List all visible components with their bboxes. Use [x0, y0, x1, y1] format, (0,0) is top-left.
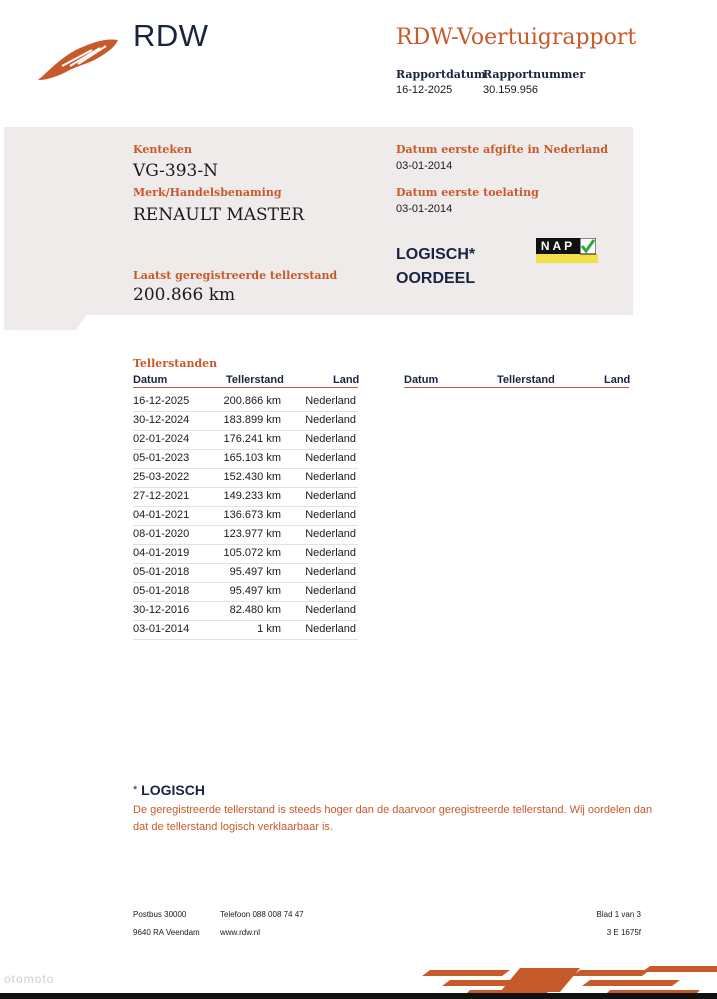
row-country: Nederland	[305, 509, 356, 521]
row-country: Nederland	[305, 395, 356, 407]
row-date: 27-12-2021	[133, 490, 190, 502]
report-title: RDW-Voertuigrapport	[396, 25, 637, 50]
table-row	[133, 620, 358, 640]
row-date: 04-01-2021	[133, 509, 190, 521]
table-row	[133, 449, 358, 469]
nap-badge-text: NAP	[536, 238, 580, 254]
row-country: Nederland	[305, 471, 356, 483]
row-country: Nederland	[305, 623, 356, 635]
verdict-line-2: OORDEEL	[396, 270, 476, 287]
row-odometer: 183.899 km	[223, 414, 281, 426]
row-odometer: 176.241 km	[223, 433, 281, 445]
brand-name: RDW	[133, 18, 209, 53]
report-number: 30.159.956	[483, 84, 539, 96]
report-number-label: Rapportnummer	[483, 68, 586, 81]
footer-postal: 9640 RA Veendam	[133, 928, 200, 937]
row-odometer: 200.866 km	[223, 395, 281, 407]
footnote-text: De geregistreerde tellerstand is steeds hoger dan de daarvoor geregistreerde tellerstand. Wij oordelen dan dat de tellerstand logisch verklaarbaar is.	[133, 804, 653, 833]
col-header-odometer-2: Tellerstand	[497, 374, 555, 386]
watermark: otomoto	[4, 972, 55, 986]
row-odometer: 165.103 km	[223, 452, 281, 464]
header-rule-2	[404, 387, 629, 388]
row-date: 05-01-2023	[133, 452, 190, 464]
table-row	[133, 563, 358, 583]
row-odometer: 123.977 km	[223, 528, 281, 540]
first-issue-nl-label: Datum eerste afgifte in Nederland	[396, 143, 609, 156]
footnote-title-text: LOGISCH	[141, 782, 205, 798]
row-odometer: 136.673 km	[223, 509, 281, 521]
row-country: Nederland	[305, 490, 356, 502]
footer-po-box: Postbus 30000	[133, 910, 187, 919]
row-odometer: 95.497 km	[229, 566, 281, 578]
table-row	[133, 601, 358, 621]
table-row	[133, 468, 358, 488]
footer-stripes-graphic	[410, 964, 717, 994]
row-date: 04-01-2019	[133, 547, 190, 559]
row-odometer: 95.497 km	[229, 585, 281, 597]
row-country: Nederland	[305, 604, 356, 616]
row-odometer: 152.430 km	[223, 471, 281, 483]
table-row	[133, 506, 358, 526]
checkmark-icon	[580, 238, 596, 256]
row-country: Nederland	[305, 433, 356, 445]
col-header-date-2: Datum	[404, 374, 439, 386]
row-date: 08-01-2020	[133, 528, 190, 540]
col-header-date: Datum	[133, 374, 168, 386]
row-date: 30-12-2016	[133, 604, 190, 616]
first-admission-label: Datum eerste toelating	[396, 186, 539, 199]
row-odometer: 82.480 km	[229, 604, 281, 616]
row-date: 25-03-2022	[133, 471, 190, 483]
table-row	[133, 430, 358, 450]
first-admission-value: 03-01-2014	[396, 203, 453, 215]
footnote-title	[133, 782, 205, 798]
col-header-odometer: Tellerstand	[226, 374, 284, 386]
row-odometer: 1 km	[257, 623, 281, 635]
table-row	[133, 392, 358, 412]
col-header-country-2: Land	[604, 374, 631, 386]
bottom-band	[0, 993, 717, 999]
row-country: Nederland	[305, 566, 356, 578]
row-odometer: 105.072 km	[223, 547, 281, 559]
row-date: 16-12-2025	[133, 395, 190, 407]
plate-value: VG-393-N	[133, 161, 218, 181]
verdict-line-1: LOGISCH*	[396, 246, 476, 263]
footer-web[interactable]: www.rdw.nl	[220, 928, 261, 937]
row-odometer: 149.233 km	[223, 490, 281, 502]
odometer-value: 200.866 km	[133, 285, 236, 305]
row-country: Nederland	[305, 452, 356, 464]
table-row	[133, 544, 358, 564]
make-value: RENAULT MASTER	[133, 205, 305, 225]
verdict	[396, 243, 475, 291]
table-row	[133, 582, 358, 602]
row-country: Nederland	[305, 585, 356, 597]
table-row	[133, 525, 358, 545]
footnote-star: *	[133, 784, 138, 796]
row-country: Nederland	[305, 528, 356, 540]
panel-notch	[4, 315, 86, 330]
odometer-label: Laatst geregistreerde tellerstand	[133, 269, 338, 282]
rdw-logo-icon	[36, 36, 120, 82]
row-date: 05-01-2018	[133, 566, 190, 578]
first-issue-nl-value: 03-01-2014	[396, 160, 453, 172]
footer-code: 3 E 1675f	[606, 928, 641, 937]
make-label: Merk/Handelsbenaming	[133, 186, 282, 199]
row-country: Nederland	[305, 414, 356, 426]
table-row	[133, 411, 358, 431]
row-date: 30-12-2024	[133, 414, 190, 426]
row-date: 03-01-2014	[133, 623, 190, 635]
footer-page: Blad 1 van 3	[596, 910, 641, 919]
row-date: 02-01-2024	[133, 433, 190, 445]
header-rule	[133, 387, 358, 388]
report-date-label: Rapportdatum	[396, 68, 486, 81]
odometer-table-title: Tellerstanden	[133, 357, 218, 370]
report-date: 16-12-2025	[396, 84, 453, 96]
col-header-country: Land	[333, 374, 360, 386]
nap-badge	[536, 238, 598, 264]
row-country: Nederland	[305, 547, 356, 559]
table-row	[133, 487, 358, 507]
plate-label: Kenteken	[133, 143, 193, 156]
footer-phone: Telefoon 088 008 74 47	[220, 910, 304, 919]
row-date: 05-01-2018	[133, 585, 190, 597]
